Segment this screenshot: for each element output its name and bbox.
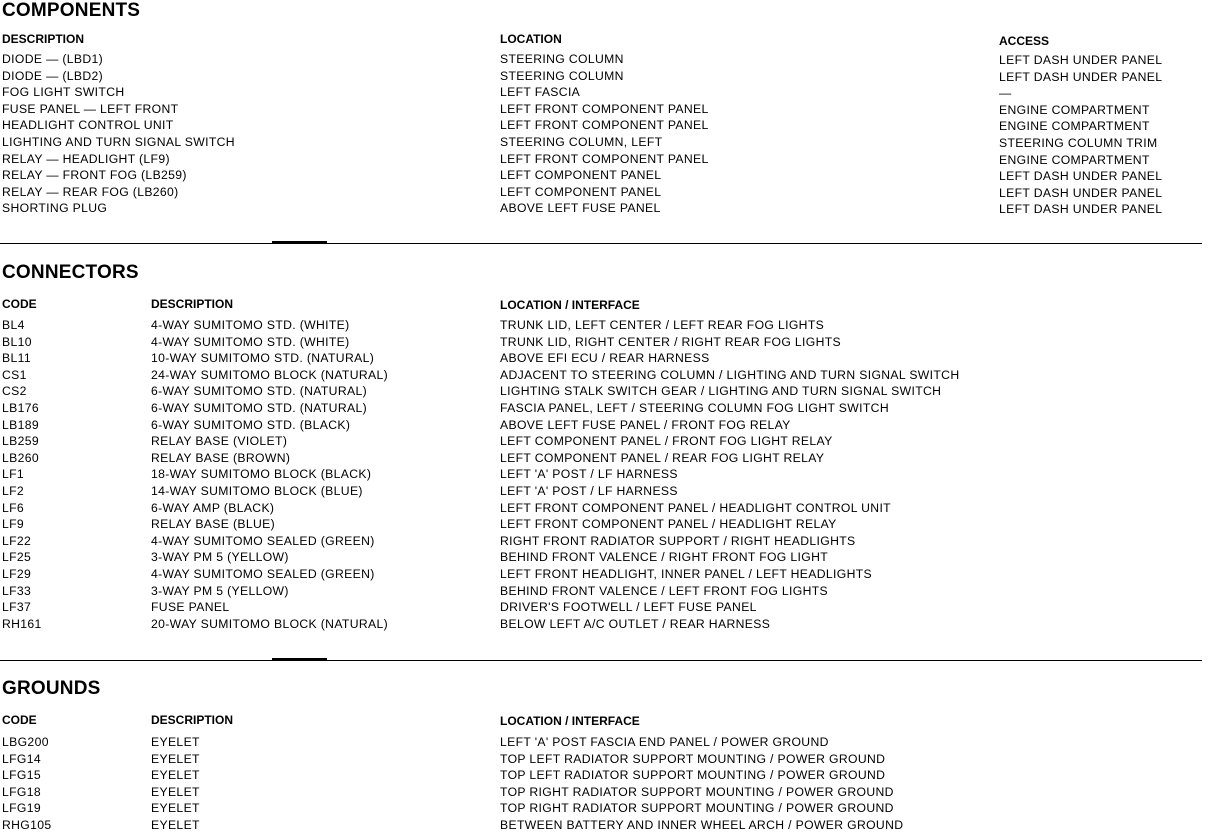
connector-description: 3-WAY PM 5 (YELLOW): [151, 583, 289, 598]
connector-description: 18-WAY SUMITOMO BLOCK (BLACK): [151, 467, 372, 482]
component-description: FUSE PANEL — LEFT FRONT: [2, 101, 179, 116]
component-access: LEFT DASH UNDER PANEL: [999, 185, 1163, 200]
table-row: [0, 784, 1216, 801]
section-divider: [0, 243, 1202, 244]
connector-location: LEFT 'A' POST / LF HARNESS: [500, 467, 678, 482]
connector-code: LF33: [2, 583, 32, 598]
grounds-title: GROUNDS: [2, 678, 101, 699]
connector-code: LF2: [2, 483, 25, 498]
grounds-header-location: LOCATION / INTERFACE: [500, 714, 640, 728]
ground-description: EYELET: [151, 735, 200, 749]
connector-location: LEFT FRONT COMPONENT PANEL / HEADLIGHT CONTROL UNIT: [500, 500, 891, 515]
component-access: LEFT DASH UNDER PANEL: [999, 69, 1163, 84]
connectors-section: [0, 262, 1216, 662]
table-row: [0, 200, 1216, 217]
ground-location: BETWEEN BATTERY AND INNER WHEEL ARCH / POWER GROUND: [500, 817, 904, 832]
connector-location: LIGHTING STALK SWITCH GEAR / LIGHTING AND TURN SIGNAL SWITCH: [500, 384, 942, 399]
component-description: LIGHTING AND TURN SIGNAL SWITCH: [2, 134, 235, 149]
connector-code: CS1: [2, 367, 27, 382]
table-row: [0, 533, 1216, 550]
table-row: [0, 117, 1216, 134]
connector-location: ABOVE EFI ECU / REAR HARNESS: [500, 351, 710, 366]
connector-description: 4-WAY SUMITOMO SEALED (GREEN): [151, 566, 375, 581]
grounds-section: [0, 678, 1216, 834]
table-row: [0, 616, 1216, 633]
ground-location: TOP LEFT RADIATOR SUPPORT MOUNTING / POWER GROUND: [500, 751, 886, 766]
component-location: LEFT COMPONENT PANEL: [500, 168, 662, 183]
table-row: [0, 734, 1216, 751]
ground-description: EYELET: [151, 751, 200, 766]
component-access: LEFT DASH UNDER PANEL: [999, 169, 1163, 184]
connector-description: RELAY BASE (BLUE): [151, 517, 276, 532]
connector-location: TRUNK LID, LEFT CENTER / LEFT REAR FOG LIGHTS: [500, 318, 825, 332]
table-row: [0, 800, 1216, 817]
component-description: DIODE — (LBD2): [2, 68, 104, 83]
section-divider-accent: [272, 241, 327, 243]
component-access: ENGINE COMPARTMENT: [999, 102, 1150, 117]
connector-location: LEFT 'A' POST / LF HARNESS: [500, 483, 678, 498]
connector-code: LB176: [2, 400, 39, 415]
ground-description: EYELET: [151, 768, 200, 783]
connector-location: ABOVE LEFT FUSE PANEL / FRONT FOG RELAY: [500, 417, 791, 432]
connector-code: BL4: [2, 318, 25, 332]
table-row: [0, 549, 1216, 566]
table-row: [0, 350, 1216, 367]
connector-code: BL10: [2, 334, 32, 349]
connector-location: BEHIND FRONT VALENCE / RIGHT FRONT FOG LIGHT: [500, 550, 829, 565]
connector-description: 20-WAY SUMITOMO BLOCK (NATURAL): [151, 616, 389, 631]
connector-location: LEFT FRONT HEADLIGHT, INNER PANEL / LEFT HEADLIGHTS: [500, 566, 873, 581]
ground-code: LFG18: [2, 784, 42, 799]
component-access: LEFT DASH UNDER PANEL: [999, 202, 1163, 217]
connectors-table: [0, 317, 1216, 632]
table-row: [0, 184, 1216, 201]
table-row: [0, 417, 1216, 434]
connector-location: BELOW LEFT A/C OUTLET / REAR HARNESS: [500, 616, 771, 631]
connector-description: 14-WAY SUMITOMO BLOCK (BLUE): [151, 483, 363, 498]
connector-code: LF22: [2, 533, 32, 548]
connector-code: LB259: [2, 434, 39, 449]
component-location: LEFT FRONT COMPONENT PANEL: [500, 118, 709, 133]
grounds-header-code: CODE: [2, 713, 37, 727]
connector-description: RELAY BASE (VIOLET): [151, 434, 288, 449]
component-access: —: [999, 86, 1012, 101]
table-row: [0, 334, 1216, 351]
table-row: [0, 450, 1216, 467]
connector-description: 3-WAY PM 5 (YELLOW): [151, 550, 289, 565]
ground-code: LBG200: [2, 735, 49, 749]
connector-location: FASCIA PANEL, LEFT / STEERING COLUMN FOG LIGHT SWITCH: [500, 400, 889, 415]
ground-location: TOP LEFT RADIATOR SUPPORT MOUNTING / POWER GROUND: [500, 768, 886, 783]
ground-location: LEFT 'A' POST FASCIA END PANEL / POWER GROUND: [500, 735, 829, 749]
table-row: [0, 84, 1216, 101]
connector-description: 6-WAY AMP (BLACK): [151, 500, 275, 515]
connector-code: LF1: [2, 467, 25, 482]
component-location: STEERING COLUMN: [500, 68, 624, 83]
table-row: [0, 817, 1216, 834]
connector-code: LB189: [2, 417, 39, 432]
component-access: ENGINE COMPARTMENT: [999, 119, 1150, 134]
connector-description: FUSE PANEL: [151, 600, 230, 615]
component-location: LEFT COMPONENT PANEL: [500, 184, 662, 199]
table-row: [0, 51, 1216, 68]
table-row: [0, 767, 1216, 784]
components-header-access: ACCESS: [999, 34, 1050, 48]
component-access: STEERING COLUMN TRIM: [999, 135, 1158, 150]
component-location: LEFT FRONT COMPONENT PANEL: [500, 101, 709, 116]
component-location: STEERING COLUMN, LEFT: [500, 134, 663, 149]
connectors-header-location: LOCATION / INTERFACE: [500, 298, 640, 312]
table-row: [0, 751, 1216, 768]
connector-code: CS2: [2, 384, 27, 399]
ground-description: EYELET: [151, 801, 200, 816]
connector-description: 6-WAY SUMITOMO STD. (NATURAL): [151, 400, 367, 415]
table-row: [0, 101, 1216, 118]
components-section: [0, 0, 1216, 245]
connector-location: ADJACENT TO STEERING COLUMN / LIGHTING AND TURN SIGNAL SWITCH: [500, 367, 960, 382]
connector-code: LF29: [2, 566, 32, 581]
ground-location: TOP RIGHT RADIATOR SUPPORT MOUNTING / POWER GROUND: [500, 801, 894, 816]
section-divider: [0, 660, 1202, 661]
connector-description: 4-WAY SUMITOMO STD. (WHITE): [151, 318, 350, 332]
ground-code: LFG14: [2, 751, 42, 766]
connector-code: LB260: [2, 450, 39, 465]
connector-location: DRIVER'S FOOTWELL / LEFT FUSE PANEL: [500, 600, 757, 615]
component-description: RELAY — REAR FOG (LB260): [2, 184, 179, 199]
component-access: ENGINE COMPARTMENT: [999, 152, 1150, 167]
connectors-header-description: DESCRIPTION: [151, 297, 234, 311]
connector-location: LEFT COMPONENT PANEL / REAR FOG LIGHT RELAY: [500, 450, 825, 465]
component-description: RELAY — HEADLIGHT (LF9): [2, 151, 170, 166]
connector-code: RH161: [2, 616, 42, 631]
ground-location: TOP RIGHT RADIATOR SUPPORT MOUNTING / POWER GROUND: [500, 784, 894, 799]
connector-location: RIGHT FRONT RADIATOR SUPPORT / RIGHT HEADLIGHTS: [500, 533, 856, 548]
connector-description: 4-WAY SUMITOMO STD. (WHITE): [151, 334, 350, 349]
connector-code: LF37: [2, 600, 32, 615]
connector-location: TRUNK LID, RIGHT CENTER / RIGHT REAR FOG LIGHTS: [500, 334, 842, 349]
component-location: STEERING COLUMN: [500, 52, 624, 66]
ground-code: RHG105: [2, 817, 52, 832]
table-row: [0, 466, 1216, 483]
components-title: COMPONENTS: [2, 0, 141, 21]
component-description: DIODE — (LBD1): [2, 52, 104, 66]
components-table: [0, 51, 1216, 217]
connector-code: BL11: [2, 351, 31, 366]
component-description: FOG LIGHT SWITCH: [2, 85, 125, 100]
component-description: HEADLIGHT CONTROL UNIT: [2, 118, 174, 133]
table-row: [0, 151, 1216, 168]
table-row: [0, 483, 1216, 500]
ground-code: LFG15: [2, 768, 42, 783]
connector-description: 10-WAY SUMITOMO STD. (NATURAL): [151, 351, 375, 366]
table-row: [0, 566, 1216, 583]
ground-description: EYELET: [151, 817, 200, 832]
section-divider-accent: [272, 658, 327, 660]
component-description: RELAY — FRONT FOG (LB259): [2, 168, 187, 183]
connector-description: 6-WAY SUMITOMO STD. (BLACK): [151, 417, 351, 432]
connector-location: BEHIND FRONT VALENCE / LEFT FRONT FOG LIGHTS: [500, 583, 829, 598]
table-row: [0, 134, 1216, 151]
connector-description: RELAY BASE (BROWN): [151, 450, 291, 465]
component-access: LEFT DASH UNDER PANEL: [999, 53, 1163, 67]
component-location: LEFT FASCIA: [500, 85, 581, 100]
component-description: SHORTING PLUG: [2, 201, 108, 216]
grounds-header-description: DESCRIPTION: [151, 713, 234, 727]
connector-location: LEFT COMPONENT PANEL / FRONT FOG LIGHT RELAY: [500, 434, 833, 449]
table-row: [0, 400, 1216, 417]
connector-description: 4-WAY SUMITOMO SEALED (GREEN): [151, 533, 375, 548]
component-location: ABOVE LEFT FUSE PANEL: [500, 201, 661, 216]
component-location: LEFT FRONT COMPONENT PANEL: [500, 151, 709, 166]
connector-location: LEFT FRONT COMPONENT PANEL / HEADLIGHT RELAY: [500, 517, 837, 532]
table-row: [0, 500, 1216, 517]
table-row: [0, 599, 1216, 616]
table-row: [0, 433, 1216, 450]
grounds-table: [0, 734, 1216, 834]
ground-description: EYELET: [151, 784, 200, 799]
connectors-title: CONNECTORS: [2, 262, 139, 283]
ground-code: LFG19: [2, 801, 42, 816]
connectors-header-code: CODE: [2, 297, 37, 311]
connector-code: LF6: [2, 500, 25, 515]
table-row: [0, 167, 1216, 184]
table-row: [0, 583, 1216, 600]
table-row: [0, 516, 1216, 533]
components-header-description: DESCRIPTION: [2, 32, 85, 46]
components-header-location: LOCATION: [500, 32, 562, 46]
connector-description: 6-WAY SUMITOMO STD. (NATURAL): [151, 384, 367, 399]
table-row: [0, 68, 1216, 85]
connector-code: LF25: [2, 550, 32, 565]
connector-code: LF9: [2, 517, 25, 532]
table-row: [0, 317, 1216, 334]
connector-description: 24-WAY SUMITOMO BLOCK (NATURAL): [151, 367, 389, 382]
table-row: [0, 383, 1216, 400]
table-row: [0, 367, 1216, 384]
